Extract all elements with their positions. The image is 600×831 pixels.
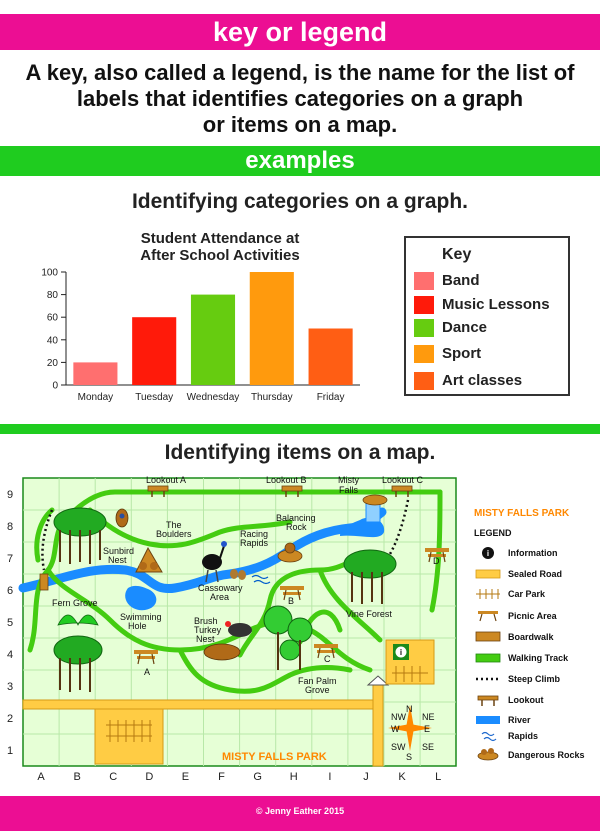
map-column-label: A [37,771,45,783]
compass-sw: SW [391,742,406,752]
copyright-text: © Jenny Eather 2015 [255,806,345,816]
label-brush-turkey-nest-2: Turkey [194,625,222,635]
map-column-label: C [109,771,118,783]
compass-se: SE [422,742,435,752]
chart-y-tick-label: 60 [46,312,58,324]
chart-title-line-1: Student Attendance at [140,230,300,247]
page-title: key or legend [212,17,388,47]
label-cassowary-area-1: Cassowary [198,583,243,593]
map-row-label: 5 [6,617,14,629]
map-example-heading: Identifying items on a map. [164,441,436,464]
label-brush-turkey-nest-1: Brush [194,616,218,626]
map-column-label: H [289,771,298,783]
map-park-name: MISTY FALLS PARK [222,751,327,763]
river-icon [476,716,500,724]
map-row-labels [7,489,13,757]
map-column-label: F [218,771,225,783]
label-misty-falls-2: Falls [339,485,359,495]
label-fan-palm-grove-2: Grove [305,685,330,695]
key-swatch-sport [414,345,434,363]
label-lookout-c: Lookout C [382,475,424,485]
graph-example-heading: Identifying categories on a graph. [131,190,469,213]
compass-e: E [424,724,431,734]
legend-label-sealed-road: Sealed Road [508,569,563,579]
map-row-label: 1 [6,745,14,757]
key-swatch-art-classes [414,372,434,390]
definition-text [10,60,590,138]
svg-text:i: i [399,648,403,657]
chart-x-tick-label: Tuesday [135,392,174,403]
compass-ne: NE [422,712,435,722]
key-swatch-music-lessons [414,296,434,314]
map-row-label: 4 [6,649,14,661]
map-row-label: 2 [6,713,14,725]
legend-label-information: Information [508,548,558,558]
car-park-icon [476,589,500,599]
label-picnic-d: D [433,556,440,566]
boardwalk [40,574,48,590]
compass-nw: NW [391,712,406,722]
chart-key-title: Key [442,246,472,263]
label-fan-palm-grove-1: Fan Palm [298,676,337,686]
chart-key-item-band [414,272,574,292]
label-lookout-b: Lookout B [266,475,307,485]
map-row-label: 8 [6,521,14,533]
picnic-area-icon [478,611,498,621]
map-column-label: G [253,771,262,783]
map-column-label: D [145,771,154,783]
legend-label-steep-climb: Steep Climb [508,674,561,684]
legend-heading: LEGEND [474,528,512,538]
map-row-label: 6 [6,585,14,597]
key-label-art-classes: Art classes [442,372,523,389]
key-swatch-dance [414,319,434,337]
car-park-information [386,640,434,684]
key-swatch-band [414,272,434,290]
legend-label-rapids: Rapids [508,731,539,741]
label-racing-rapids-1: Racing [240,529,269,539]
compass-w: W [391,724,400,734]
chart-x-tick-label: Monday [77,392,114,403]
lookout-icon [478,696,498,706]
dangerous-rocks-icon [478,748,498,760]
compass-s: S [406,752,413,762]
label-lookout-a: Lookout A [146,475,187,485]
key-label-sport: Sport [442,345,482,362]
map-column-label: B [73,771,81,783]
label-swimming-hole-1: Swimming [120,612,162,622]
boardwalk-icon [476,632,500,641]
label-misty-falls-1: Misty [338,475,359,485]
key-label-dance: Dance [442,319,488,336]
map-column-labels [37,771,441,783]
legend-label-car-park: Car Park [508,589,546,599]
legend-park-title: MISTY FALLS PARK [474,508,570,519]
key-label-band: Band [442,272,480,289]
map-column-label: E [181,771,190,783]
definition-line-2: labels that identifies categories on a graph [76,86,524,111]
label-sunbird-nest-1: Sunbird [103,546,135,556]
chart-y-tick-label: 20 [46,357,58,369]
chart-bars [73,272,352,385]
label-cassowary-area-2: Area [210,592,230,602]
label-vine-forest: Vine Forest [346,609,392,619]
park-map [0,470,600,796]
legend-label-picnic-area: Picnic Area [508,611,557,621]
road-horizontal [23,700,383,709]
legend-label-lookout: Lookout [508,695,544,705]
label-balancing-rock-2: Rock [286,522,307,532]
map-row-label: 3 [6,681,14,693]
rapids-icon [482,733,496,741]
definition-line-3: or items on a map. [202,112,398,137]
svg-text:i: i [486,549,490,558]
chart-bar-thursday [250,272,294,385]
label-swimming-hole-2: Hole [128,621,147,631]
chart-key-item-art-classes [414,372,574,392]
label-fern-grove: Fern Grove [52,598,98,608]
chart-bar-monday [73,362,117,385]
chart-key-item-music-lessons [414,296,574,316]
chart-title [80,230,360,264]
section-divider [0,424,600,434]
road-vertical [373,685,383,766]
legend-label-boardwalk: Boardwalk [508,632,554,642]
map-column-label: J [363,771,369,783]
legend-label-river: River [508,715,531,725]
walking-track-icon [476,654,500,662]
map-column-label: I [328,771,332,783]
map-row-label: 9 [6,489,14,501]
definition-line-1: A key, also called a legend, is the name for the list of [25,60,575,85]
map-column-label: L [435,771,442,783]
legend-label-walking-track: Walking Track [508,653,569,663]
footer-banner [0,796,600,831]
chart-x-tick-label: Thursday [250,392,293,403]
label-racing-rapids-2: Rapids [240,538,269,548]
map-legend [474,508,585,760]
label-the-boulders-1: The [166,520,182,530]
chart-key-item-sport [414,345,574,365]
compass-n: N [406,704,413,714]
chart-y-ticks [41,268,66,392]
chart-bar-wednesday [191,295,235,385]
label-sunbird-nest-2: Nest [108,555,127,565]
chart-key-item-dance [414,319,574,339]
chart-y-tick-label: 80 [46,290,58,302]
chart-bar-friday [309,329,353,386]
chart-x-ticks [78,392,345,403]
chart-y-tick-label: 0 [52,380,58,392]
chart-x-tick-label: Friday [316,392,345,403]
label-picnic-c: C [324,654,331,664]
label-brush-turkey-nest-3: Nest [196,634,215,644]
map-row-label: 7 [6,553,14,565]
label-picnic-b: B [288,596,295,606]
title-banner [0,14,600,50]
sealed-road-icon [476,570,500,578]
key-label-music-lessons: Music Lessons [442,296,550,313]
chart-y-tick-label: 100 [41,267,58,279]
label-balancing-rock-1: Balancing [276,513,316,523]
legend-label-dangerous-rocks: Dangerous Rocks [508,750,585,760]
chart-title-line-2: After School Activities [140,247,300,264]
label-the-boulders-2: Boulders [156,529,192,539]
map-column-label: K [398,771,406,783]
chart-bar-tuesday [132,317,176,385]
chart-y-tick-label: 40 [46,335,58,347]
examples-heading: examples [245,147,355,174]
examples-banner [0,146,600,176]
chart-x-tick-label: Wednesday [186,392,240,403]
chart-key-box [404,236,570,396]
label-picnic-a: A [144,667,151,677]
car-park-main [95,709,163,764]
